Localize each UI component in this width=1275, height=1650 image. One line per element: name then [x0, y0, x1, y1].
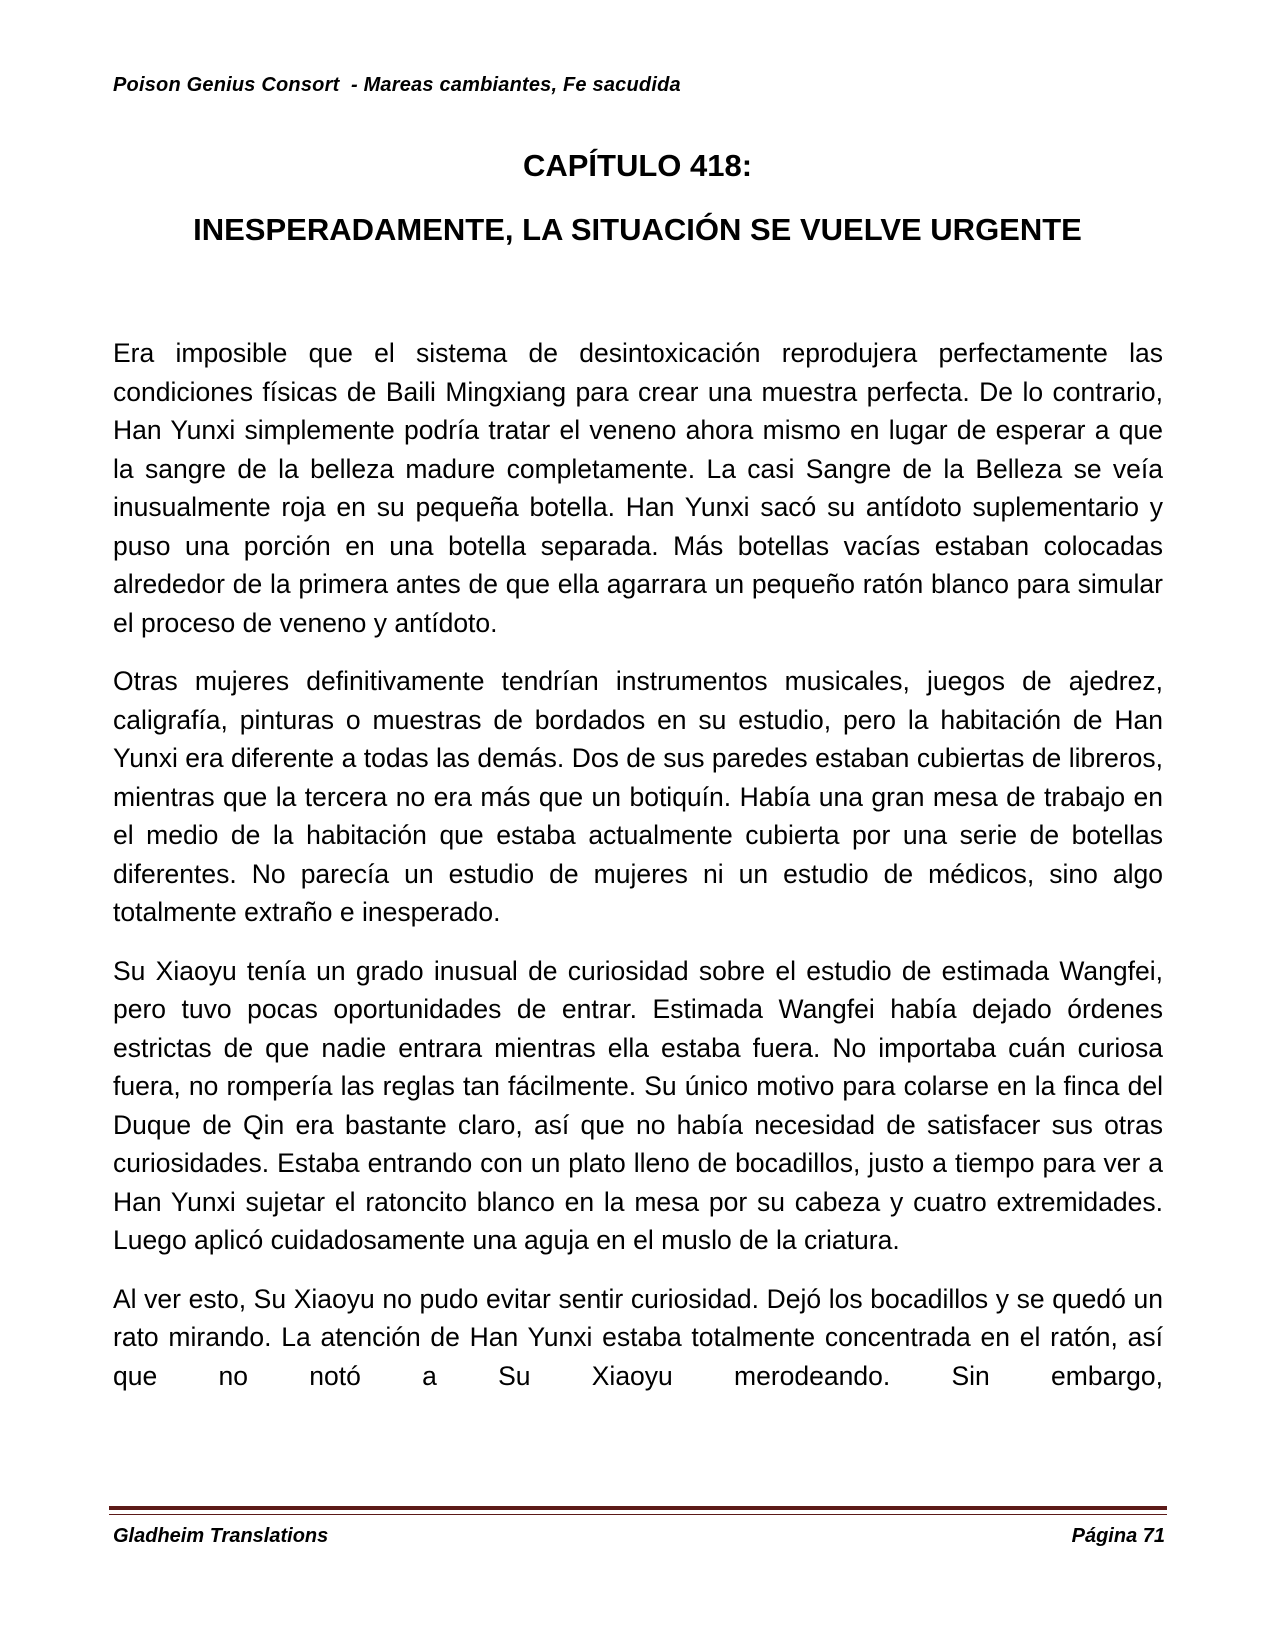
- paragraph: Su Xiaoyu tenía un grado inusual de curiosidad sobre el estudio de estimada Wangfei, pero tuvo pocas oportunidades de entrar. Estimada Wangfei había dejado órdenes estrictas de que nadie entrara mientras ella estaba fuera. No importaba cuán curiosa fuera, no rompería las reglas tan fácilmente. Su único motivo para colarse en la finca del Duque de Qin era bastante claro, así que no había necesidad de satisfacer sus otras curiosidades. Estaba entrando con un plato lleno de bocadillos, justo a tiempo para ver a Han Yunxi sujetar el ratoncito blanco en la mesa por su cabeza y cuatro extremidades. Luego aplicó cuidadosamente una aguja en el muslo de la criatura.: [113, 955, 1163, 1255]
- body-text: [113, 334, 1163, 1415]
- footer-divider-thin: [109, 1514, 1167, 1515]
- paragraph: Otras mujeres definitivamente tendrían instrumentos musicales, juegos de ajedrez, caligrafía, pinturas o muestras de bordados en su estudio, pero la habitación de Han Yunxi era diferente a todas las demás. Dos de sus paredes estaban cubiertas de libreros, mientras que la tercera no era más que un botiquín. Había una gran mesa de trabajo en el medio de la habitación que estaba actualmente cubierta por una serie de botellas diferentes. No parecía un estudio de mujeres ni un estudio de médicos, sino algo totalmente extraño e inesperado.: [113, 666, 1163, 927]
- running-header: Poison Genius Consort - Mareas cambiantes, Fe sacudida: [113, 74, 681, 96]
- footer-page-number: Página 71: [1071, 1525, 1165, 1547]
- chapter-title: INESPERADAMENTE, LA SITUACIÓN SE VUELVE URGENTE: [193, 212, 1082, 247]
- chapter-number: CAPÍTULO 418:: [522, 148, 753, 183]
- footer-publisher: Gladheim Translations: [113, 1525, 329, 1547]
- paragraph-continued: Al ver esto, Su Xiaoyu no pudo evitar sentir curiosidad. Dejó los bocadillos y se quedó un rato mirando. La atención de Han Yunxi estaba totalmente concentrada en el ratón, así que no notó a Su Xiaoyu merodeando. Sin embargo,: [113, 1283, 1163, 1391]
- footer-divider: [109, 1506, 1167, 1510]
- paragraph: Era imposible que el sistema de desintoxicación reprodujera perfectamente las condiciones físicas de Baili Mingxiang para crear una muestra perfecta. De lo contrario, Han Yunxi simplemente podría tratar el veneno ahora mismo en lugar de esperar a que la sangre de la belleza madure completamente. La casi Sangre de la Belleza se veía inusualmente roja en su pequeña botella. Han Yunxi sacó su antídoto suplementario y puso una porción en una botella separada. Más botellas vacías estaban colocadas alrededor de la primera antes de que ella agarrara un pequeño ratón blanco para simular el proceso de veneno y antídoto.: [113, 338, 1163, 638]
